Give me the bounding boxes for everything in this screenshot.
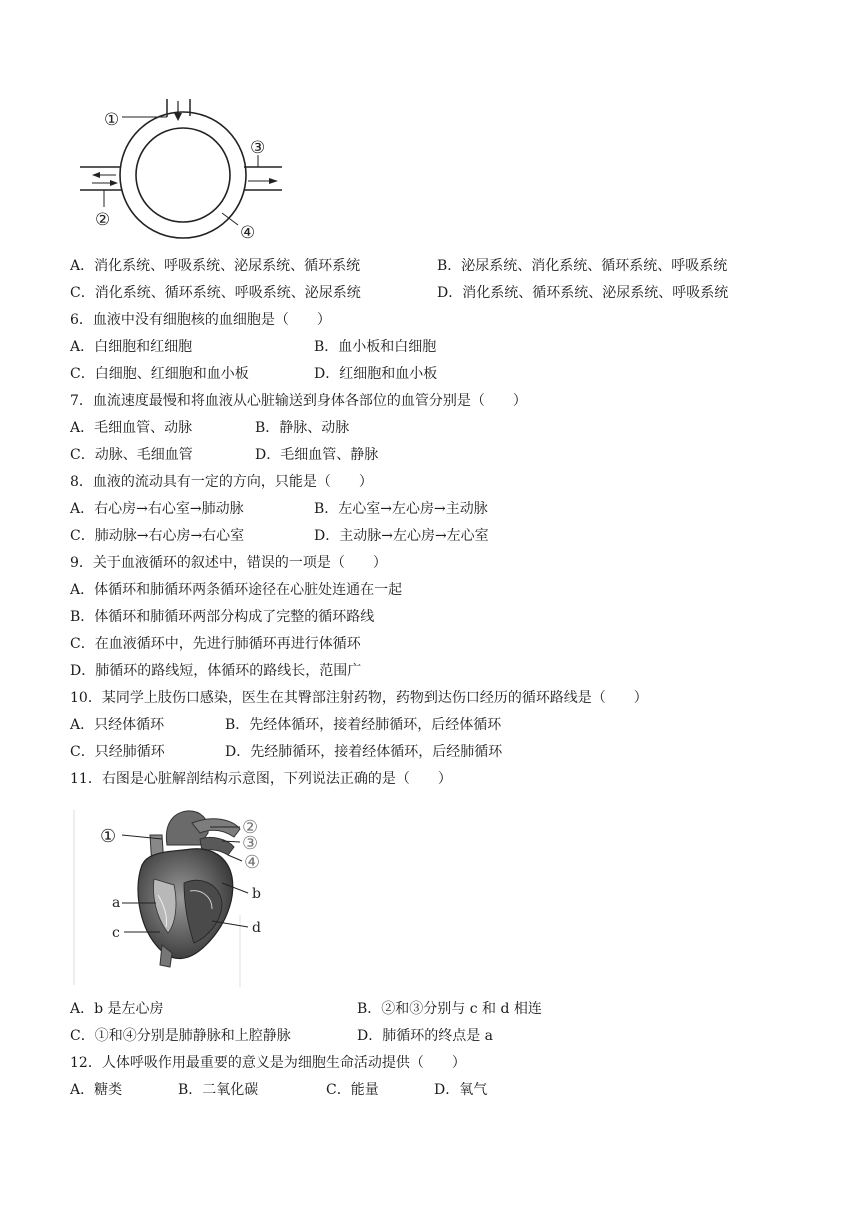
heart-label-b: b [252,886,261,902]
q6-option-b[interactable]: B．血小板和白细胞 [314,339,437,355]
q5-option-d[interactable]: D．消化系统、循环系统、泌尿系统、呼吸系统 [437,285,729,301]
q8-stem: 8．血液的流动具有一定的方向，只能是（ ） [70,474,373,490]
heart-anatomy-figure [72,805,282,990]
q10-stem: 10．某同学上肢伤口感染，医生在其臀部注射药物，药物到达伤口经历的循环路线是（ ） [70,690,648,706]
q11-option-a[interactable]: A．b 是左心房 [70,1001,164,1017]
q12-option-d[interactable]: D．氧气 [434,1082,488,1098]
q9-option-d[interactable]: D．肺循环的路线短，体循环的路线长，范围广 [70,663,362,679]
q9-stem: 9．关于血液循环的叙述中，错误的一项是（ ） [70,555,387,571]
heart-label-c: c [112,925,120,941]
q10-option-a[interactable]: A．只经体循环 [70,717,165,733]
q11-option-c[interactable]: C．①和④分别是肺静脉和上腔静脉 [70,1028,291,1044]
q7-option-d[interactable]: D．毛细血管、静脉 [255,447,379,463]
circulation-exchange-figure [70,95,290,245]
q8-option-b[interactable]: B．左心室→左心房→主动脉 [314,501,488,517]
q12-option-a[interactable]: A．糖类 [70,1082,123,1098]
q7-option-c[interactable]: C．动脉、毛细血管 [70,447,193,463]
q12-option-c[interactable]: C．能量 [326,1082,379,1098]
q8-option-a[interactable]: A．右心房→右心室→肺动脉 [70,501,244,517]
q9-option-c[interactable]: C．在血液循环中，先进行肺循环再进行体循环 [70,636,361,652]
heart-label-1: ① [100,826,117,847]
q11-option-b[interactable]: B．②和③分别与 c 和 d 相连 [357,1001,542,1017]
q7-option-b[interactable]: B．静脉、动脉 [255,420,350,436]
heart-label-2: ② [242,817,259,838]
figure1-label-4: ④ [240,223,256,243]
q9-option-a[interactable]: A．体循环和肺循环两条循环途径在心脏处连通在一起 [70,582,403,598]
heart-label-d: d [252,920,261,936]
q7-option-a[interactable]: A．毛细血管、动脉 [70,420,193,436]
q12-option-b[interactable]: B．二氧化碳 [178,1082,259,1098]
figure1-label-1: ① [104,110,120,130]
heart-label-3: ③ [242,833,259,854]
q5-option-b[interactable]: B．泌尿系统、消化系统、循环系统、呼吸系统 [437,258,728,274]
q5-option-c[interactable]: C．消化系统、循环系统、呼吸系统、泌尿系统 [70,285,361,301]
heart-label-a: a [112,895,121,911]
q7-stem: 7．血流速度最慢和将血液从心脏输送到身体各部位的血管分别是（ ） [70,393,527,409]
q6-option-a[interactable]: A．白细胞和红细胞 [70,339,193,355]
q10-option-d[interactable]: D．先经肺循环，接着经体循环，后经肺循环 [225,744,503,760]
q8-option-c[interactable]: C．肺动脉→右心房→右心室 [70,528,245,544]
q10-option-b[interactable]: B．先经体循环，接着经肺循环，后经体循环 [225,717,502,733]
q11-option-d[interactable]: D．肺循环的终点是 a [357,1028,494,1044]
heart-label-4: ④ [244,852,261,873]
q8-option-d[interactable]: D．主动脉→左心房→左心室 [314,528,489,544]
q10-option-c[interactable]: C．只经肺循环 [70,744,165,760]
q6-option-d[interactable]: D．红细胞和血小板 [314,366,438,382]
q6-option-c[interactable]: C．白细胞、红细胞和血小板 [70,366,249,382]
q11-stem: 11．右图是心脏解剖结构示意图，下列说法正确的是（ ） [70,771,452,787]
q6-stem: 6．血液中没有细胞核的血细胞是（ ） [70,312,331,328]
figure1-label-2: ② [95,210,111,230]
figure1-label-3: ③ [250,138,266,158]
q5-option-a[interactable]: A．消化系统、呼吸系统、泌尿系统、循环系统 [70,258,361,274]
q9-option-b[interactable]: B．体循环和肺循环两部分构成了完整的循环路线 [70,609,375,625]
q12-stem: 12．人体呼吸作用最重要的意义是为细胞生命活动提供（ ） [70,1055,466,1071]
